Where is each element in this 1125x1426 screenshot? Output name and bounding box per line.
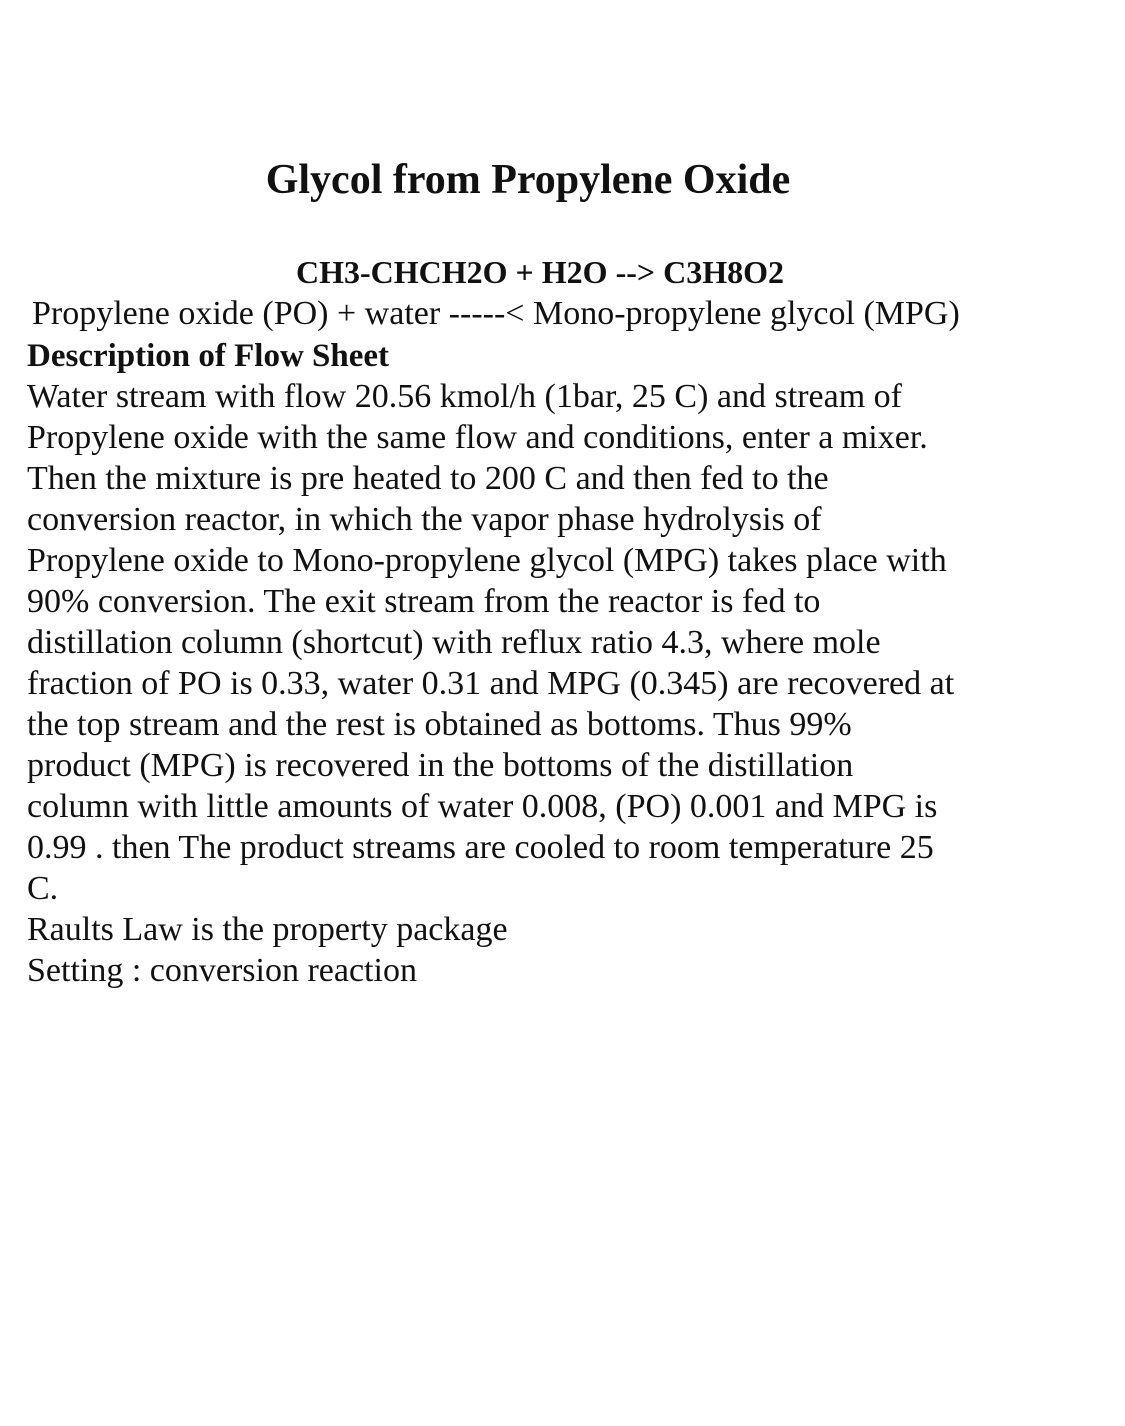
description-line: Water stream with flow 20.56 kmol/h (1bar, 25 C) and stream of <box>27 378 902 415</box>
description-line: Propylene oxide with the same flow and conditions, enter a mixer. <box>27 419 928 456</box>
property-package-line: Raults Law is the property package <box>27 911 508 948</box>
description-line: 90% conversion. The exit stream from the reactor is fed to <box>27 583 821 620</box>
section-heading: Description of Flow Sheet <box>27 338 390 374</box>
description-line: 0.99 . then The product streams are cooled to room temperature 25 <box>27 829 934 866</box>
setting-line: Setting : conversion reaction <box>27 952 417 989</box>
description-line: product (MPG) is recovered in the bottoms of the distillation <box>27 747 854 784</box>
document-title: Glycol from Propylene Oxide <box>265 157 791 203</box>
description-line: fraction of PO is 0.33, water 0.31 and MPG (0.345) are recovered at <box>27 665 955 702</box>
description-line: Then the mixture is pre heated to 200 C and then fed to the <box>27 460 829 497</box>
flow-sheet-description <box>27 376 1107 991</box>
description-line: the top stream and the rest is obtained as bottoms. Thus 99% <box>27 706 852 743</box>
description-line: C. <box>27 870 59 907</box>
description-line: distillation column (shortcut) with reflux ratio 4.3, where mole <box>27 624 881 661</box>
description-line: column with little amounts of water 0.008, (PO) 0.001 and MPG is <box>27 788 938 825</box>
description-line: conversion reactor, in which the vapor phase hydrolysis of <box>27 501 822 538</box>
reaction-description: Propylene oxide (PO) + water -----< Mono-propylene glycol (MPG) <box>32 295 960 332</box>
description-line: Propylene oxide to Mono-propylene glycol (MPG) takes place with <box>27 542 947 579</box>
chemical-equation: CH3-CHCH2O + H2O --> C3H8O2 <box>296 254 784 290</box>
